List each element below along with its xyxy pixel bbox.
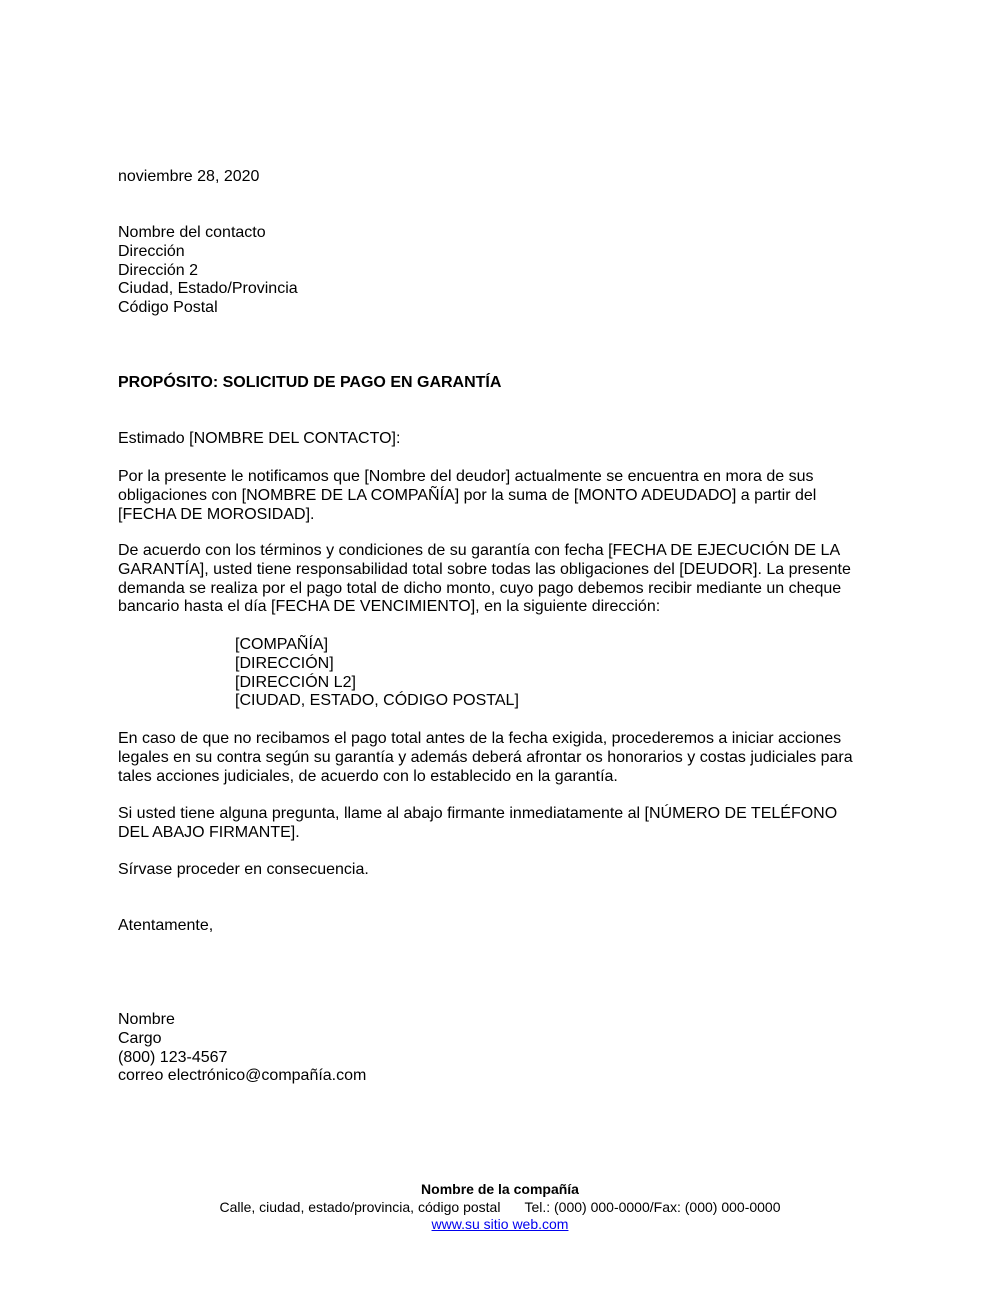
paragraph-questions: Si usted tiene alguna pregunta, llame al abajo firmante inmediatamente al [NÚMERO DE TELÉFONO DEL ABAJO FIRMANTE].	[118, 805, 838, 841]
paragraph-legal-action: En caso de que no recibamos el pago total antes de la fecha exigida, procederemos a iniciar acciones legales en su contra según su garantía y además deberá afrontar os honorarios y costas judiciales para tales acciones judiciales, de acuerdo con lo establecido en la garantía.	[118, 730, 853, 785]
footer-company: Nombre de la compañía	[421, 1181, 579, 1197]
signature-title: Cargo	[118, 1029, 162, 1047]
footer-address: Calle, ciudad, estado/provincia, código postal	[219, 1198, 501, 1215]
footer-website-link[interactable]: www.su sitio web.com	[431, 1216, 569, 1232]
recipient-line: Ciudad, Estado/Provincia	[118, 280, 298, 298]
recipient-line: Dirección	[118, 242, 185, 260]
subject-line: PROPÓSITO: SOLICITUD DE PAGO EN GARANTÍA	[118, 374, 502, 391]
footer-contact-line	[0, 1199, 1000, 1217]
footer-phone-fax: Tel.: (000) 000-0000/Fax: (000) 000-0000	[524, 1198, 781, 1215]
signature-email: correo electrónico@compañía.com	[118, 1067, 367, 1085]
recipient-line: Dirección 2	[118, 261, 199, 279]
payment-address	[235, 636, 995, 711]
signature-block	[118, 1011, 878, 1086]
paragraph-proceed: Sírvase proceder en consecuencia.	[118, 861, 369, 878]
signature-name: Nombre	[118, 1011, 175, 1028]
recipient-line: Nombre del contacto	[118, 224, 266, 241]
closing: Atentamente,	[118, 917, 214, 934]
payment-address-line: [COMPAÑÍA]	[235, 636, 329, 653]
recipient-address	[118, 224, 878, 318]
signature-phone: (800) 123-4567	[118, 1048, 228, 1066]
paragraph-guarantee: De acuerdo con los términos y condiciones de su garantía con fecha [FECHA DE EJECUCIÓN DE LA GARANTÍA], usted tiene responsabilidad total sobre todas las obligaciones del [DEUDOR]. La presente demanda se realiza por el pago total de dicho monto, cuyo pago debemos recibir mediante un cheque bancario hasta el día [FECHA DE VENCIMIENTO], en la siguiente dirección:	[118, 542, 851, 616]
payment-address-line: [DIRECCIÓN]	[235, 654, 334, 672]
page-footer	[0, 1181, 1000, 1234]
footer-website-line	[0, 1216, 1000, 1234]
payment-address-line: [DIRECCIÓN L2]	[235, 673, 356, 691]
paragraph-notice: Por la presente le notificamos que [Nombre del deudor] actualmente se encuentra en mora de sus obligaciones con [NOMBRE DE LA COMPAÑÍA] por la suma de [MONTO ADEUDADO] a partir del [FECHA DE MOROSIDAD].	[118, 468, 817, 523]
salutation: Estimado [NOMBRE DEL CONTACTO]:	[118, 430, 401, 447]
letter-date: noviembre 28, 2020	[118, 168, 260, 185]
recipient-line: Código Postal	[118, 299, 218, 317]
payment-address-line: [CIUDAD, ESTADO, CÓDIGO POSTAL]	[235, 692, 519, 710]
